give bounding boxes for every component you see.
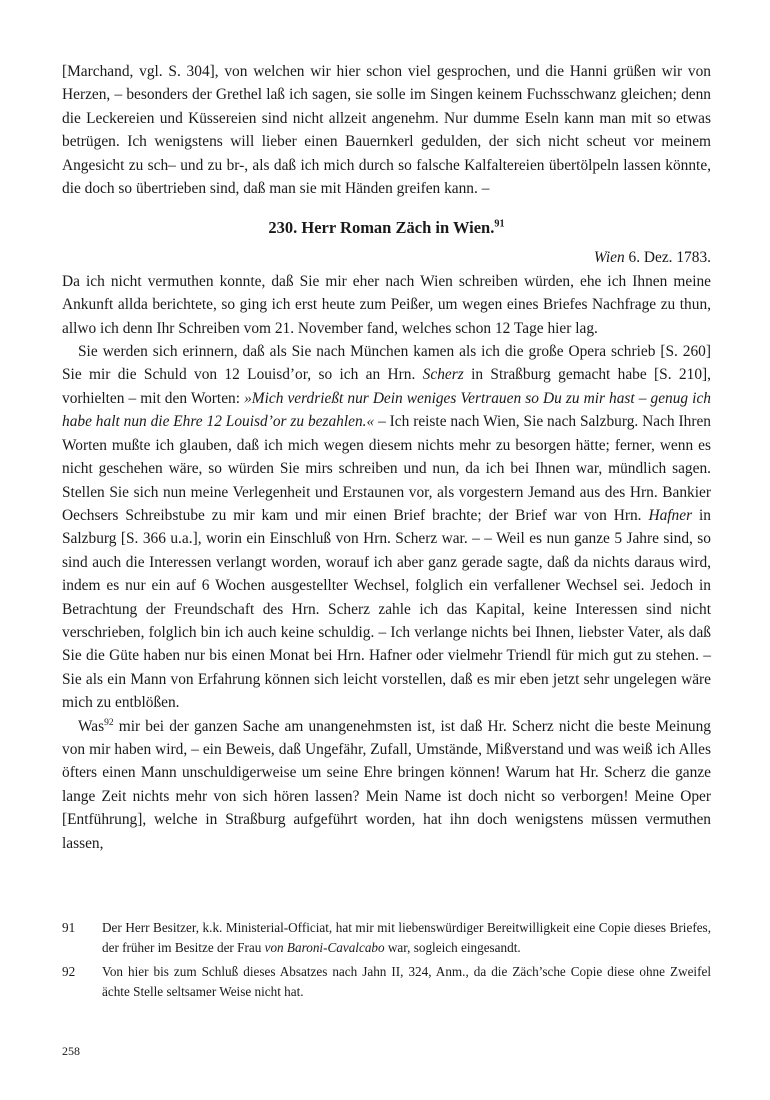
footnotes (62, 918, 711, 1006)
footnote-text (102, 918, 711, 957)
para2-quote: »Mich verdrießt nur Dein weniges Vertrauen so Du zu mir hast – genug ich habe halt nun die Ehre 12 Louisd’or zu bezahlen.« (62, 389, 711, 431)
para2-part-e: – Ich reiste nach Wien, Sie nach Salzburg. Nach Ihren Worten mußte ich glauben, daß ich mich wegen diesem nichts mehr zu besorgen hätte; ferner, wenn es nicht geschehen wäre, so würden Sie mirs schreiben und nun, da ich bei Ihnen war, mündlich sagen. Stellen Sie sich nun meine Verlegenheit und Erstaunen vor, als vorgestern Jemand aus des Hrn. Bankier Oechsers Schreibstube zu mir kam und mir einen Brief brachte; der Brief war von Hrn. (62, 413, 711, 524)
para2-part-g: in Salzburg [S. 366 u.a.], worin ein Einschluß von Hrn. Scherz war. – – Weil es nun ganze 5 Jahre sind, so sind auch die Interessen verlangt worden, worauf ich aber ganz gerade sagte, daß da nichts daraus wird, indem es nur ein auf 6 Wochen ausgestellter Wechsel, folglich ein verfallener Wechsel sei. Jedoch in Betrachtung der Freundschaft des Hrn. Scherz zahle ich das Kapital, keine Interessen sind nicht verschrieben, folglich bin ich auch keine schuldig. – Ich verlange nichts bei Ihnen, liebster Vater, als daß Sie die Güte haben nur bis einen Monat bei Hrn. Hafner oder vielmehr Triendl für mich gut zu stehen. – Sie als ein Mann von Erfahrung können sich leicht vorstellen, daß es mir eben jetzt sehr ungelegen wäre mich zu entblößen. (62, 506, 711, 712)
footnote-number: 91 (62, 920, 76, 935)
para3-lead: Was (78, 717, 105, 735)
dateline-place: Wien (593, 249, 625, 267)
para2-part-c: in Straßburg gemacht habe [S. 210], vorhielten – mit den Worten: (62, 366, 711, 407)
opening-paragraph: [Marchand, vgl. S. 304], von welchen wir hier schon viel gesprochen, und die Hanni grüßen wir von Herzen, – besonders der Grethel laß ich sagen, sie solle im Singen keinem Fuchsschwanz gleichen; denn die Leckereien und Küssereien sind nicht allzeit angenehm. Nur dumme Eseln kann man mit so etwas betrügen. Ich wenigstens will lieber einen Bauernkerl gedulden, der sich nicht scheut vor meinem Angesicht zu sch– und zu br-, als daß ich mich durch so falsche Kalfaltereien übertölpeln lassen könnte, die doch so übertrieben sind, daß man sie mit Händen greifen kann. – (62, 63, 711, 198)
letter-dateline (62, 246, 711, 269)
footnote-92 (62, 962, 711, 1001)
footnote-91-part-a: Der Herr Besitzer, k.k. Ministerial-Officiat, hat mir mit liebenswürdiger Bereitwilligkeit eine Copie dieses Briefes, der früher im Besitze der Frau (102, 920, 711, 955)
footnote-91-part-c: war, sogleich eingesandt. (384, 939, 521, 955)
para2-part-a: Sie werden sich erinnern, daß als Sie nach München kamen als ich die große Opera schrieb [S. 260] Sie mir die Schuld von 12 Louisd’or, so ich an Hrn. (62, 343, 711, 384)
letter-paragraph-2 (62, 340, 711, 715)
footnote-text: Von hier bis zum Schluß dieses Absatzes nach Jahn II, 324, Anm., da die Zäch’sche Copie diese ohne Zweifel ächte Stelle seltsamer Weise nicht hat. (102, 964, 711, 999)
footnote-91-name: von Baroni-Cavalcabo (264, 939, 385, 955)
letter-paragraph-3 (62, 715, 711, 855)
main-text (62, 60, 711, 855)
footnote-ref-92[interactable]: 92 (104, 716, 114, 728)
dateline-date: 6. Dez. 1783. (624, 249, 711, 267)
footnote-91 (62, 918, 711, 957)
footnote-ref-91[interactable]: 91 (494, 218, 505, 230)
para3-rest: mir bei der ganzen Sache am unangenehmsten ist, ist daß Hr. Scherz nicht die beste Meinung von mir haben wird, – ein Beweis, daß Ungefähr, Zufall, Umstände, Mißverstand und was weiß ich Alles öfters einen Mann unschuldigerweise um seine Ehre bringen können! Warum hat Hr. Scherz die ganze lange Zeit nichts mehr von sich hören lassen? Mein Name ist doch nicht so verborgen! Meine Oper [Entführung], welche in Straßburg aufgeführt worden, hat ihn doch wenigstens müssen vermuthen lassen, (62, 717, 711, 852)
letter-heading (62, 216, 711, 240)
para2-name-scherz: Scherz (422, 366, 464, 384)
para2-name-hafner: Hafner (648, 506, 693, 524)
letter-paragraph-1: Da ich nicht vermuthen konnte, daß Sie mir eher nach Wien schreiben würden, ehe ich Ihnen meine Ankunft allda berichtete, so ging ich erst heute zum Peißer, um wegen eines Briefes Nachfrage zu thun, allwo ich denn Ihr Schreiben vom 21. November fand, welches schon 12 Tage hier lag. (62, 272, 711, 337)
letter-heading-text: 230. Herr Roman Zäch in Wien. (268, 218, 495, 238)
footnote-number: 92 (62, 964, 76, 980)
page-number: 258 (62, 1044, 80, 1058)
